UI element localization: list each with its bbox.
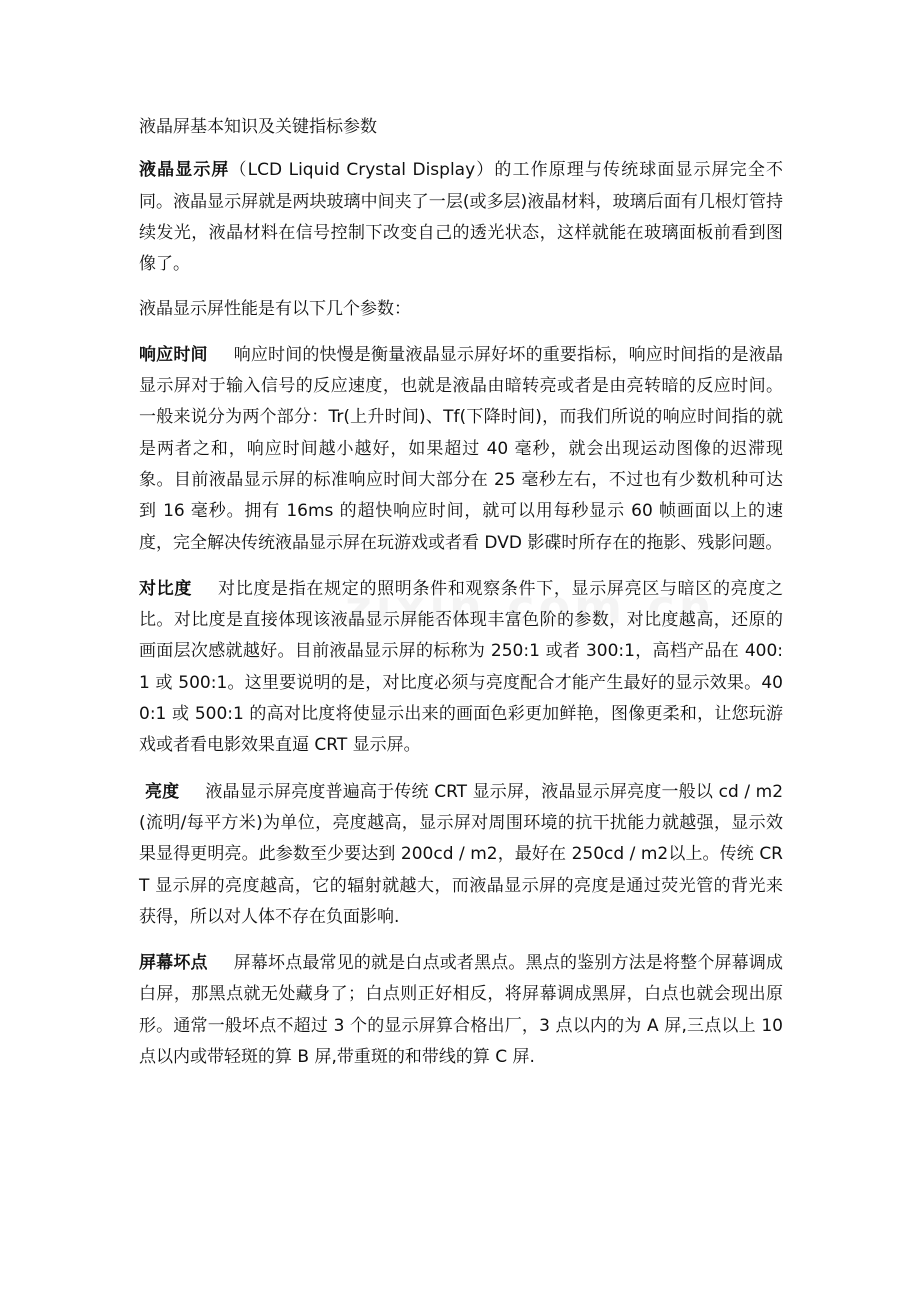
section-dead-pixels [139,948,783,1073]
section-response-time [139,340,783,559]
intro-text: （LCD Liquid Crystal Display）的工作原理与传统球面显示屏完全不同。液晶显示屏就是两块玻璃中间夹了一层(或多层)液晶材料，玻璃后面有几根灯管持续发光，液晶材料在信号控制下改变自己的透光状态，这样就能在玻璃面板前看到图像了。 [139,160,783,275]
params-intro: 液晶显示屏性能是有以下几个参数： [139,299,411,320]
section-term: 响应时间 [139,344,208,365]
section-text: 响应时间的快慢是衡量液晶显示屏好坏的重要指标，响应时间指的是液晶显示屏对于输入信号的反应速度，也就是液晶由暗转亮或者是由亮转暗的反应时间。一般来说分为两个部分：Tr(上升时间)、Tf(下降时间)，而我们所说的响应时间指的就是两者之和，响应时间越小越好，如果超过 40 毫秒，就会出现运动图像的迟滞现象。目前液晶显示屏的标准响应时间大部分在 25 毫秒左右，不过也有少数机种可达到 16 毫秒。拥有 16ms 的超快响应时间，就可以用每秒显示 60 帧画面以上的速度，完全解决传统液晶显示屏在玩游戏或者看 DVD 影碟时所存在的拖影、残影问题。 [139,344,784,553]
section-contrast [139,574,783,762]
section-text: 屏幕坏点最常见的就是白点或者黑点。黑点的鉴别方法是将整个屏幕调成白屏，那黑点就无处藏身了；白点则正好相反，将屏幕调成黑屏，白点也就会现出原形。通常一般坏点不超过 3 个的显示屏算合格出厂，3 点以内的为 A 屏,三点以上 10 点以内或带轻斑的算 B 屏,带重斑的和带线的算 C 屏. [139,953,784,1068]
section-text: 液晶显示屏亮度普遍高于传统 CRT 显示屏，液晶显示屏亮度一般以 cd / m2(流明/每平方米)为单位，亮度越高，显示屏对周围环境的抗干扰能力就越强，显示效果显得更明亮。此参数至少要达到 200cd / m2，最好在 250cd / m2以上。传统 CRT 显示屏的亮度越高，它的辐射就越大，而液晶显示屏的亮度是通过荧光管的背光来获得，所以对人体不存在负面影响. [139,781,784,927]
intro-paragraph [139,155,783,280]
section-term: 对比度 [139,578,193,599]
intro-term: 液晶显示屏 [139,160,230,181]
document-title: 液晶屏基本知识及关键指标参数 [139,117,377,137]
section-brightness [139,777,783,933]
section-text: 对比度是指在规定的照明条件和观察条件下，显示屏亮区与暗区的亮度之比。对比度是直接体现该液晶显示屏能否体现丰富色阶的参数，对比度越高，还原的画面层次感就越好。目前液晶显示屏的标称为 250:1 或者 300:1，高档产品在 400:1 或 500:1。这里要说明的是，对比度必须与亮度配合才能产生最好的显示效果。400:1 或 500:1 的高对比度将使显示出来的画面色彩更加鲜艳，图像更柔和，让您玩游戏或者看电影效果直逼 CRT 显示屏。 [139,578,784,756]
document-body [139,112,783,1073]
section-term: 屏幕坏点 [139,953,208,974]
section-term: 亮度 [145,781,180,802]
